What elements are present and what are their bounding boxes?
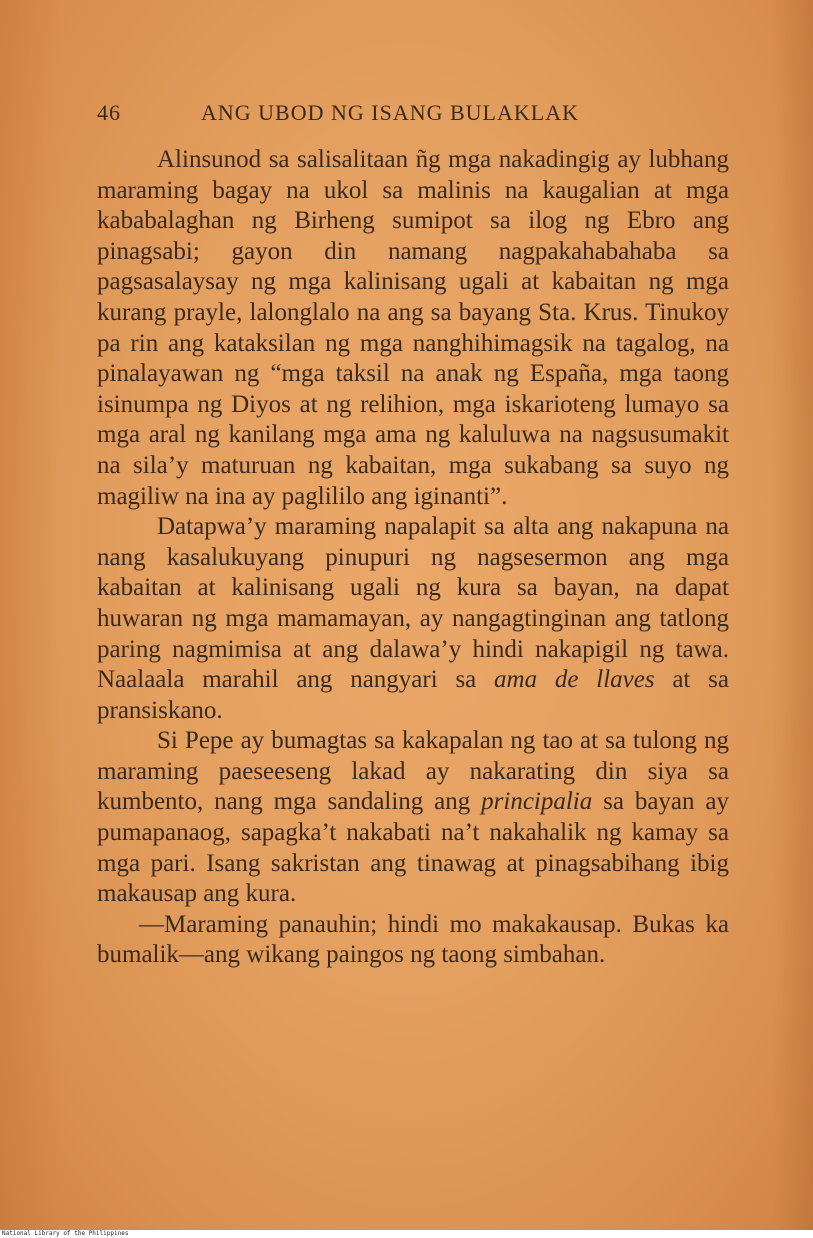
page-number: 46 bbox=[97, 100, 121, 125]
paragraph bbox=[97, 145, 729, 512]
paragraph bbox=[97, 726, 729, 910]
paragraph bbox=[97, 512, 729, 726]
text-segment: Alinsunod sa salisalitaan ñg mga nakadingig ay lubhang maraming bagay na ukol sa malinis na kaugalian at mga kababalaghan ng Birheng sumipot sa ilog ng Ebro ang pinagsabi; gayon din namang nagpakahabahaba sa pagsasalaysay ng mga kalinisang ugali at kabaitan ng mga kurang prayle, lalonglalo na ang sa bayang Sta. Krus. Tinukoy pa rin ang kataksilan ng mga nanghihimagsik na tagalog, na pinalayawan ng “mga taksil na anak ng España, mga taong isinumpa ng Diyos at ng relihion, mga iskarioteng lumayo sa mga aral ng kanilang mga ama ng kaluluwa na nagsusumakit na sila’y maturuan ng kabaitan, mga sukabang sa suyo ng magiliw na ina ay paglililo ang iginanti”. bbox=[97, 146, 729, 510]
italic-phrase: ama de llaves bbox=[494, 666, 655, 694]
text-segment: Datapwa’y maraming napalapit sa alta ang nakapuna na nang kasalukuyang pinupuri ng nagsesermon ang mga kabaitan at kalinisang ugali ng kura sa bayan, na dapat huwaran ng mga mamamayan, ay nangagtinginan ang tatlong paring nagmimisa at ang dalawa’y hindi nakapigil ng tawa. Naalaala marahil ang nangyari sa bbox=[97, 513, 729, 694]
text-segment: at sa pransiskano. bbox=[97, 666, 729, 724]
text-segment: Si Pepe ay bumagtas sa kakapalan ng tao at sa tulong ng maraming paeseeseng lakad ay nakarating din siya sa kumbento, nang mga sandaling ang bbox=[97, 727, 729, 816]
page-header bbox=[97, 100, 737, 132]
text-segment: —Maraming panauhin; hindi mo makakausap. Bukas ka bumalik—ang wikang paingos ng taong simbahan. bbox=[97, 910, 729, 969]
scan-footer bbox=[0, 1230, 813, 1238]
text-segment: sa bayan ay pumapanaog, sapagka’t nakabati na’t nakahalik ng kamay sa mga pari. Isang sakristan ang tinawag at pinagsabihang ibig makausap ang kura. bbox=[97, 788, 729, 908]
library-credit: National Library of the Philippines bbox=[2, 1230, 129, 1237]
running-title: ANG UBOD NG ISANG BULAKLAK bbox=[201, 100, 579, 125]
dialogue-paragraph bbox=[97, 910, 729, 971]
body-text bbox=[97, 145, 729, 971]
italic-phrase: principalia bbox=[481, 788, 593, 816]
